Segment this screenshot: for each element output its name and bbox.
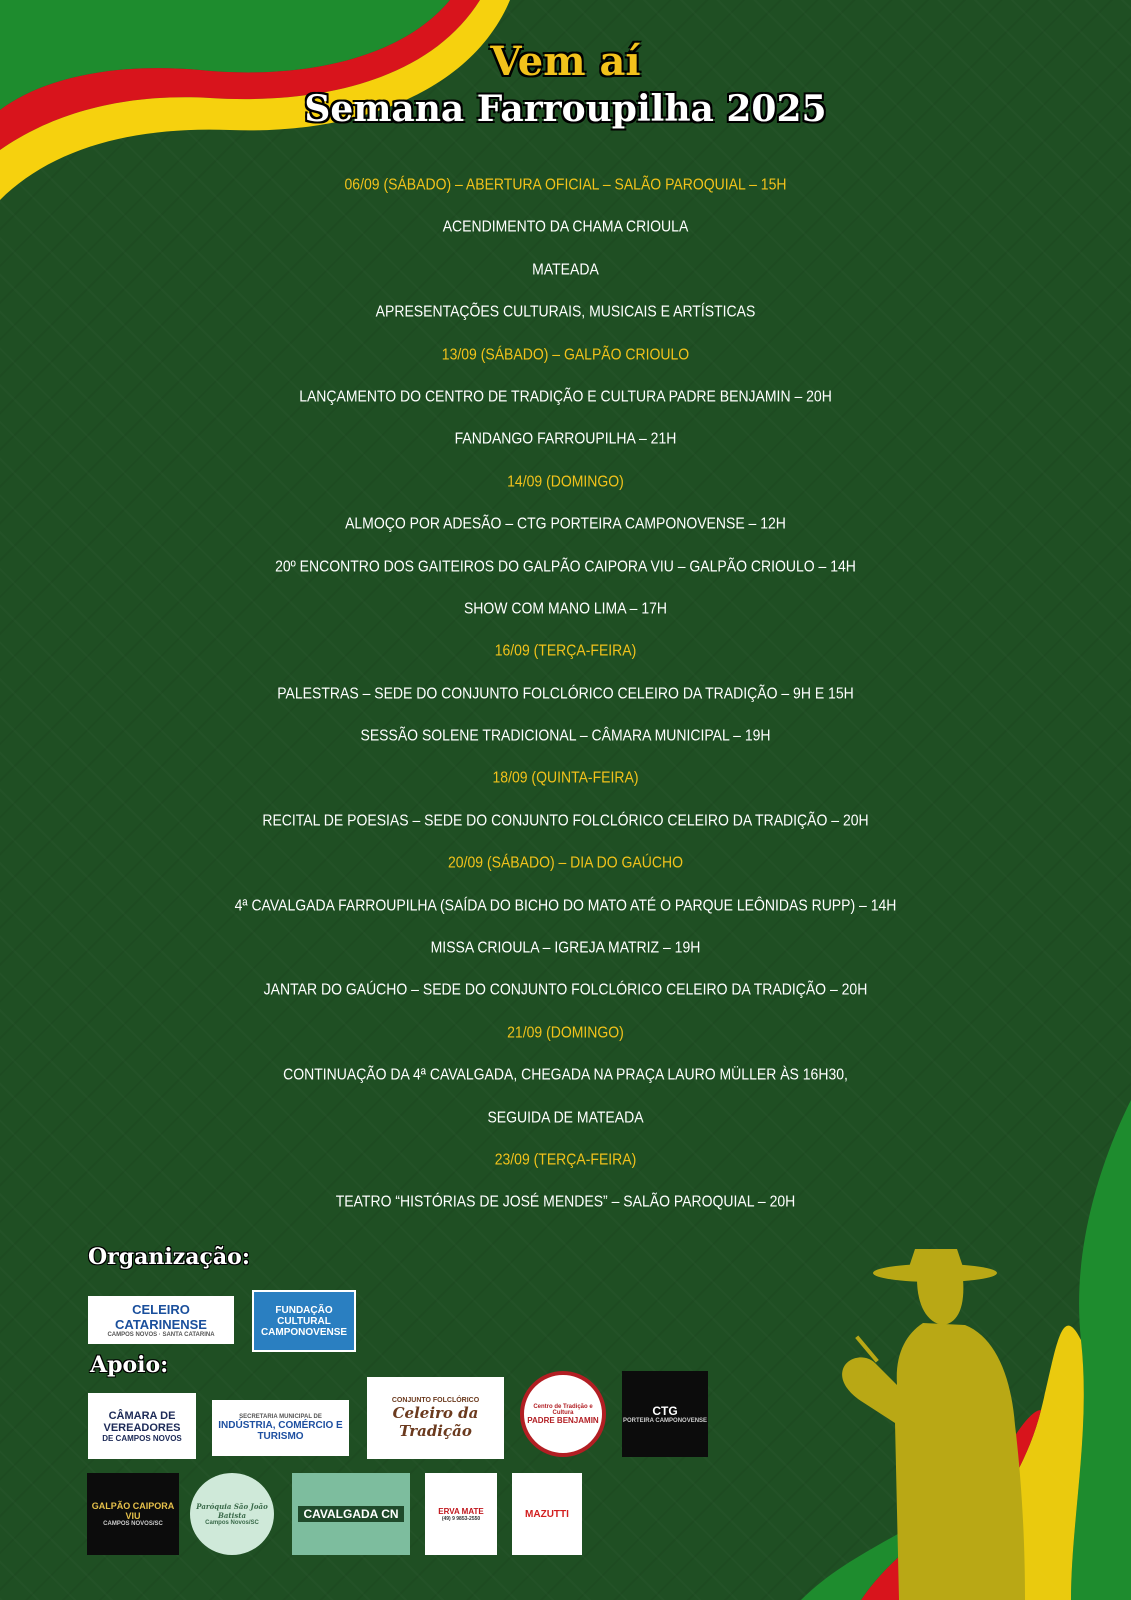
logo-subtext: Campos Novos/SC [205, 1520, 259, 1526]
schedule-event-item: TEATRO “HISTÓRIAS DE JOSÉ MENDES” – SALÃO PAROQUIAL – 20H [335, 1192, 796, 1211]
celeiro-tradicao-logo [367, 1377, 504, 1459]
celeiro-catarinense-logo [88, 1296, 234, 1344]
mazutti-logo [512, 1473, 582, 1555]
logo-text: Paróquia São João Batista [196, 1502, 268, 1520]
logo-text: CÂMARA DE VEREADORES [103, 1409, 181, 1434]
schedule-event-item: CONTINUAÇÃO DA 4ª CAVALGADA, CHEGADA NA PRAÇA LAURO MÜLLER ÀS 16H30, [283, 1065, 848, 1084]
schedule-event-item: ACENDIMENTO DA CHAMA CRIOULA [442, 217, 689, 236]
organizacao-label: Organização: [88, 1244, 250, 1270]
schedule-event-item: PALESTRAS – SEDE DO CONJUNTO FOLCLÓRICO CELEIRO DA TRADIÇÃO – 9H E 15H [277, 683, 854, 702]
schedule-event-item: 20º ENCONTRO DOS GAITEIROS DO GALPÃO CAIPORA VIU – GALPÃO CRIOULO – 14H [275, 556, 856, 575]
logo-text: CAVALGADA CN [298, 1506, 403, 1522]
cavalgada-cn-logo [292, 1473, 410, 1555]
schedule-event-item: MATEADA [532, 259, 599, 278]
logo-subtext: CAMPOS NOVOS/SC [103, 1521, 163, 1527]
fundacao-cultural-logo [252, 1290, 356, 1352]
title-semana-farroupilha: Semana Farroupilha 2025 [304, 88, 827, 130]
schedule-event-item: ALMOÇO POR ADESÃO – CTG PORTEIRA CAMPONOVENSE – 12H [345, 514, 786, 533]
logo-subtext: Centro de Tradição e Cultura [533, 1403, 593, 1416]
schedule-event-item: RECITAL DE POESIAS – SEDE DO CONJUNTO FOLCLÓRICO CELEIRO DA TRADIÇÃO – 20H [262, 810, 869, 829]
logo-subtext: SECRETARIA MUNICIPAL DE [239, 1414, 322, 1420]
logo-text: ERVA MATE [438, 1506, 484, 1516]
logo-text: CTG [652, 1404, 678, 1418]
schedule-day-heading: 20/09 (SÁBADO) – DIA DO GAÚCHO [448, 853, 683, 872]
logo-text: GALPÃO CAIPORA VIU [91, 1501, 175, 1521]
schedule-event-item: 4ª CAVALGADA FARROUPILHA (SAÍDA DO BICHO DO MATO ATÉ O PARQUE LEÔNIDAS RUPP) – 14H [234, 895, 897, 914]
schedule-event-item: SHOW COM MANO LIMA – 17H [463, 598, 668, 617]
logo-subtext: (49) 9 9853-2550 [441, 1515, 481, 1522]
logo-text: CELEIRO CATARINENSE [115, 1302, 207, 1332]
schedule-event-item: APRESENTAÇÕES CULTURAIS, MUSICAIS E ARTÍSTICAS [375, 302, 756, 321]
schedule-event-item: SEGUIDA DE MATEADA [487, 1107, 644, 1126]
logo-subtext: PORTEIRA CAMPONOVENSE [622, 1418, 708, 1424]
logo-text: PADRE BENJAMIN [527, 1415, 599, 1425]
event-schedule [0, 163, 1131, 1223]
galpao-caipora-logo [87, 1473, 179, 1555]
schedule-day-heading: 14/09 (DOMINGO) [507, 471, 624, 490]
schedule-day-heading: 23/09 (TERÇA-FEIRA) [494, 1150, 637, 1168]
schedule-day-heading: 16/09 (TERÇA-FEIRA) [494, 641, 637, 660]
gaucho-silhouette-icon [825, 1245, 1045, 1600]
logo-subtext: CAMPOS NOVOS · SANTA CATARINA [107, 1332, 215, 1338]
ctc-padre-benjamin-logo [520, 1371, 606, 1457]
title-vem-ai: Vem aí [490, 38, 641, 85]
ctg-porteira-logo [622, 1371, 708, 1457]
schedule-day-heading: 21/09 (DOMINGO) [507, 1022, 624, 1041]
logo-text: FUNDAÇÃO CULTURAL CAMPONOVENSE [260, 1304, 348, 1338]
logo-text: Celeiro da Tradição [392, 1403, 479, 1440]
schedule-event-item: FANDANGO FARROUPILHA – 21H [454, 429, 677, 448]
apoio-label: Apoio: [90, 1352, 169, 1378]
logo-text: MAZUTTI [525, 1508, 569, 1520]
schedule-day-heading: 18/09 (QUINTA-FEIRA) [492, 768, 639, 787]
schedule-day-heading: 13/09 (SÁBADO) – GALPÃO CRIOULO [441, 344, 690, 363]
logo-subtext: CONJUNTO FOLCLÓRICO [391, 1396, 480, 1404]
schedule-day-heading: 06/09 (SÁBADO) – ABERTURA OFICIAL – SALÃO PAROQUIAL – 15H [344, 175, 787, 193]
schedule-event-item: SESSÃO SOLENE TRADICIONAL – CÂMARA MUNICIPAL – 19H [360, 726, 771, 745]
schedule-event-item: MISSA CRIOULA – IGREJA MATRIZ – 19H [430, 938, 701, 956]
paroquia-sao-joao-logo [190, 1473, 274, 1555]
schedule-event-item: LANÇAMENTO DO CENTRO DE TRADIÇÃO E CULTURA PADRE BENJAMIN – 20H [299, 386, 832, 405]
secretaria-industria-logo [212, 1400, 349, 1456]
camara-vereadores-logo [88, 1393, 196, 1459]
schedule-event-item: JANTAR DO GAÚCHO – SEDE DO CONJUNTO FOLCLÓRICO CELEIRO DA TRADIÇÃO – 20H [263, 980, 868, 999]
erva-mate-logo [425, 1473, 497, 1555]
logo-text: INDÚSTRIA, COMÉRCIO E TURISMO [218, 1420, 343, 1442]
logo-subtext: DE CAMPOS NOVOS [102, 1433, 182, 1443]
